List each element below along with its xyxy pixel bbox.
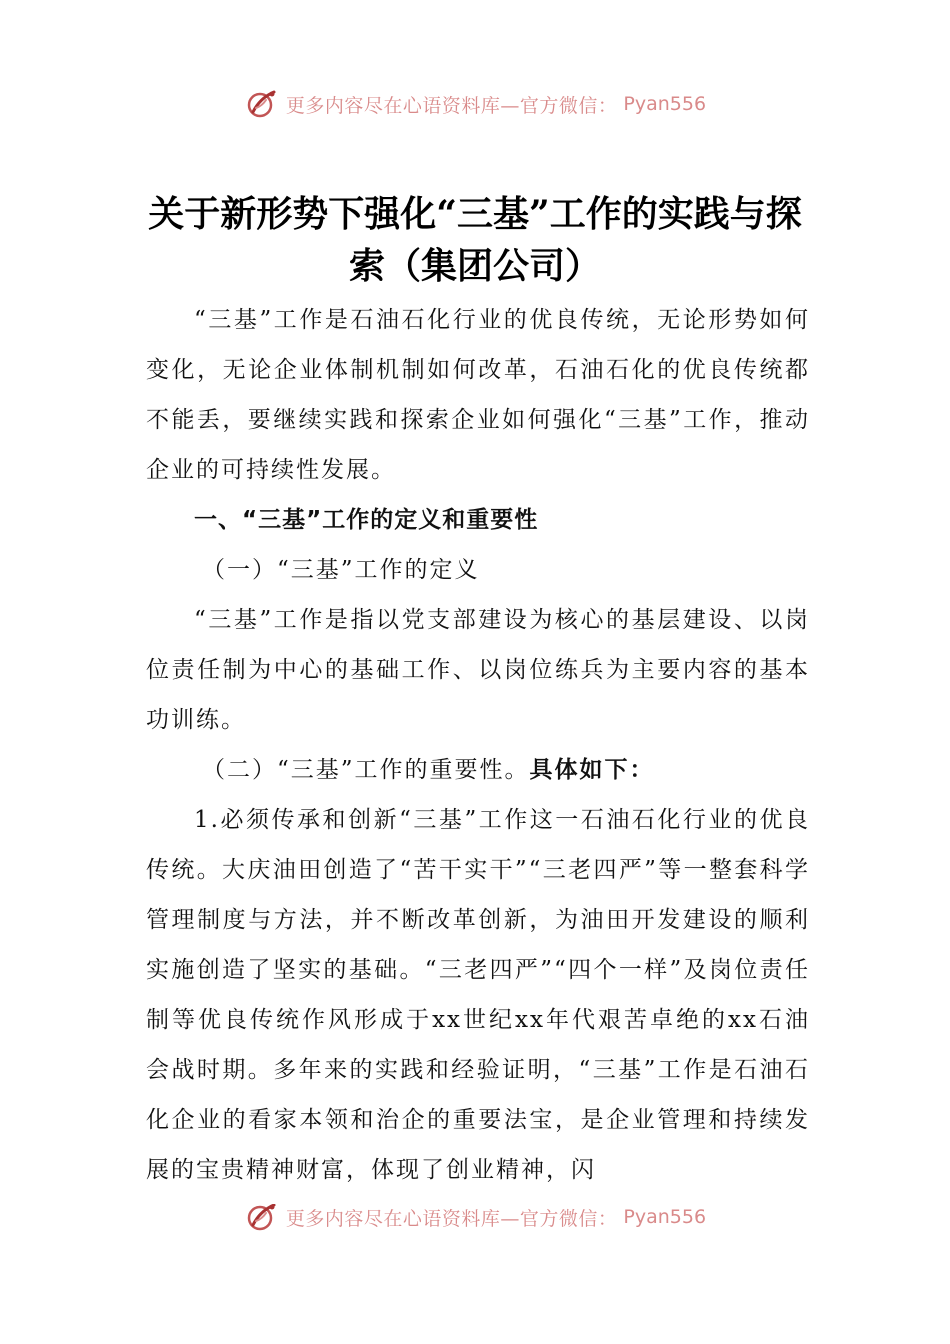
pen-swirl-logo-icon (244, 1204, 280, 1235)
pen-swirl-logo-icon (244, 86, 280, 122)
footer-watermark (0, 1204, 950, 1238)
document-body (146, 295, 810, 1195)
intro-paragraph: “三基”工作是石油石化行业的优良传统，无论形势如何变化，无论企业体制机制如何改革，石油石化的优良传统都不能丢，要继续实践和探索企业如何强化“三基”工作，推动企业的可持续性发展。 (146, 307, 810, 483)
watermark-contact: Pyan556 (623, 93, 707, 115)
watermark-contact: Pyan556 (623, 1206, 707, 1228)
document-title: 关于新形势下强化“三基”工作的实践与探索（集团公司） (148, 193, 802, 287)
watermark-text: 更多内容尽在心语资料库—官方微信： (285, 1207, 618, 1230)
point-1-paragraph: 1.必须传承和创新“三基”工作这一石油石化行业的优良传统。大庆油田创造了“苦干实干”“三老四严”等一整套科学管理制度与方法，并不断改革创新，为油田开发建设的顺利实施创造了坚实的基础。“三老四严”“四个一样”及岗位责任制等优良传统作风形成于xx世纪xx年代艰苦卓绝的xx石油会战时期。多年来的实践和经验证明，“三基”工作是石油石化企业的看家本领和治企的重要法宝，是企业管理和持续发展的宝贵精神财富，体现了创业精神，闪 (146, 807, 810, 1183)
header-watermark-group (244, 86, 706, 122)
footer-watermark-group (244, 1204, 706, 1235)
header-watermark (0, 84, 950, 124)
definition-paragraph: “三基”工作是指以党支部建设为核心的基层建设、以岗位责任制为中心的基础工作、以岗位练兵为主要内容的基本功训练。 (146, 607, 810, 733)
subsection-heading-2-title: （二）“三基”工作的重要性。 (202, 757, 530, 783)
subsection-heading-2 (146, 745, 810, 795)
section-heading-1: 一、“三基”工作的定义和重要性 (194, 507, 539, 533)
subsection-heading-1: （一）“三基”工作的定义 (202, 557, 480, 583)
subsection-heading-2-suffix: 具体如下： (529, 756, 655, 783)
watermark-text: 更多内容尽在心语资料库—官方微信： (285, 94, 618, 117)
